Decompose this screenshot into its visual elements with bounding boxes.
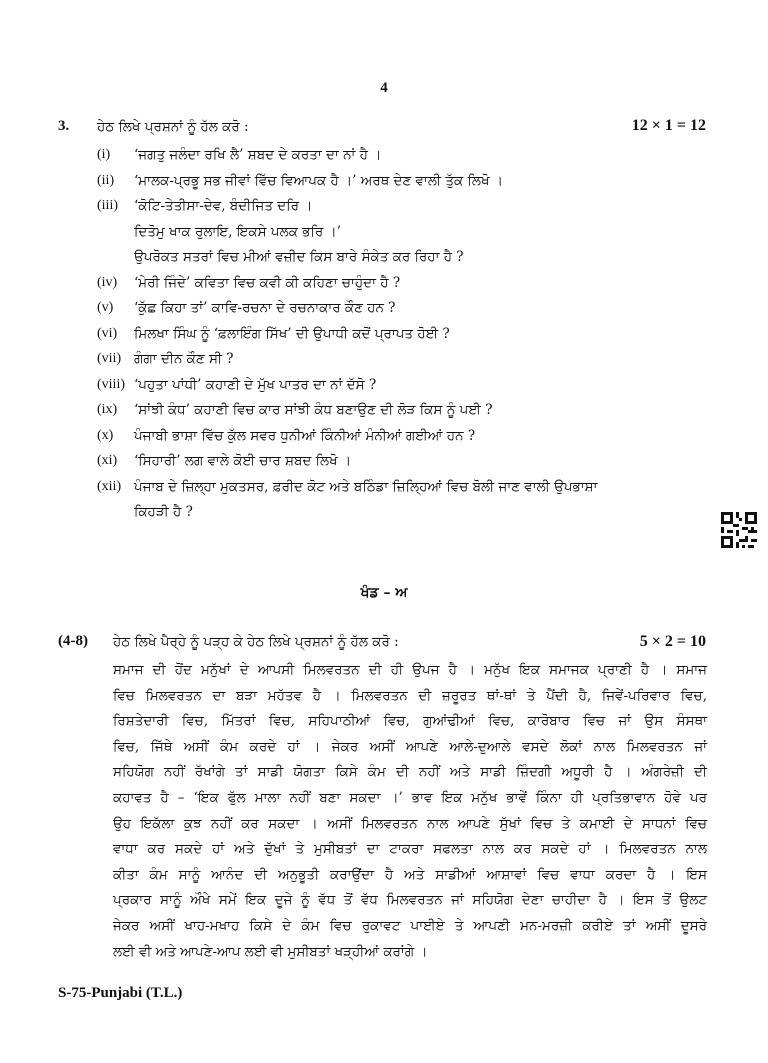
question-item <box>97 478 717 529</box>
item-text: ‘ਪਹੁਤਾ ਪਾਂਧੀ’ ਕਹਾਣੀ ਦੇ ਮੁੱਖ ਪਾਤਰ ਦਾ ਨਾਂ ਦੱਸੋ ? <box>134 376 377 393</box>
item-number: (x) <box>97 427 114 443</box>
passage-line: ਸਹਿਯੋਗ ਨਹੀਂ ਰੱਖਾਂਗੇ ਤਾਂ ਸਾਡੀ ਯੋਗਤਾ ਕਿਸੇ ਕੰਮ ਦੀ ਨਹੀਂ ਅਤੇ ਸਾਡੀ ਜ਼ਿੰਦਗੀ ਅਧੂਰੀ ਹੈ । ਅੰਗਰੇਜ਼ੀ ਦੀ <box>113 764 707 781</box>
item-number: (i) <box>97 147 111 162</box>
item-number: (vii) <box>97 351 122 366</box>
question-item <box>97 197 717 274</box>
item-text: ਉਪਰੋਕਤ ਸਤਰਾਂ ਵਿਚ ਮੀਆਂ ਵਜ਼ੀਦ ਕਿਸ ਬਾਰੇ ਸੰਕੇਤ ਕਰ ਰਿਹਾ ਹੈ ? <box>134 249 464 265</box>
item-number: (xi) <box>97 453 118 468</box>
item-number: (ii) <box>97 172 115 188</box>
item-text: ਪੰਜਾਬ ਦੇ ਜ਼ਿਲ੍ਹਾ ਮੁਕਤਸਰ, ਫ਼ਰੀਦ ਕੋਟ ਅਤੇ ਬਠਿੰਡਾ ਜ਼ਿਲ੍ਹਿਆਂ ਵਿਚ ਬੋਲੀ ਜਾਣ ਵਾਲੀ ਉਪਭਾਸ਼ਾ <box>134 478 598 495</box>
item-text: ਗੰਗਾ ਦੀਨ ਕੌਣ ਸੀ ? <box>134 351 234 367</box>
item-text: ‘ਕੋਟਿ-ਤੇਤੀਸਾ-ਦੇਵ, ਬੰਦੀਜਿਤ ਦਰਿ । <box>134 198 313 214</box>
question-item <box>97 452 717 478</box>
passage-line: ਰਿਸ਼ਤੇਦਾਰੀ ਵਿਚ, ਮਿੱਤਰਾਂ ਵਿਚ, ਸਹਿਪਾਠੀਆਂ ਵਿਚ, ਗੁਆਂਢੀਆਂ ਵਿਚ, ਕਾਰੋਬਾਰ ਵਿਚ ਜਾਂ ਉਸ ਸੰਸਥਾ <box>113 713 707 730</box>
item-text: ‘ਜਗਤੁ ਜਲੰਦਾ ਰਖਿ ਲੈ’ ਸ਼ਬਦ ਦੇ ਕਰਤਾ ਦਾ ਨਾਂ ਹੈ । <box>134 147 382 163</box>
paper-code: S-75-Punjabi (T.L.) <box>58 985 183 1001</box>
question-item <box>97 172 717 198</box>
item-number: (ix) <box>97 402 118 417</box>
question-item <box>97 427 717 453</box>
question-item <box>97 350 717 376</box>
item-text-block <box>97 478 717 522</box>
item-text: ਕਿਹੜੀ ਹੈ ? <box>134 504 193 520</box>
item-text: ਪੰਜਾਬੀ ਭਾਸ਼ਾ ਵਿੱਚ ਕੁੱਲ ਸਵਰ ਧੁਨੀਆਂ ਕਿੰਨੀਆਂ ਮੰਨੀਆਂ ਗਈਆਂ ਹਨ ? <box>134 427 476 444</box>
question-item <box>97 299 717 325</box>
item-text: ‘ਸਿਹਾਰੀ’ ਲਗ ਵਾਲੇ ਕੋਈ ਚਾਰ ਸ਼ਬਦ ਲਿਖੋ । <box>134 453 352 469</box>
item-number: (iv) <box>97 274 118 290</box>
item-text: ਦਿਤੋਮੁ ਖਾਕ ਰੁਲਾਇ, ਇਕਸੇ ਪਲਕ ਭਰਿ ।’ <box>134 223 341 240</box>
passage-line: ਕਹਾਵਤ ਹੈ – ‘ਇਕ ਫੁੱਲ ਮਾਲਾ ਨਹੀਂ ਬਣਾ ਸਕਦਾ ।’ ਭਾਵ ਇਕ ਮਨੁੱਖ ਭਾਵੇਂ ਕਿੰਨਾ ਹੀ ਪ੍ਰਤਿਭਾਵਾਨ ਹੋਵੇ ਪਰ <box>113 789 707 806</box>
passage-line: ਲਈ ਵੀ ਅਤੇ ਆਪਣੇ-ਆਪ ਲਈ ਵੀ ਮੁਸੀਬਤਾਂ ਖੜ੍ਹੀਆਂ ਕਰਾਂਗੇ । <box>113 943 428 960</box>
question-4-8-marks: 5 × 2 = 10 <box>639 633 706 650</box>
question-4-8-instruction: ਹੇਠ ਲਿਖੇ ਪੈਰ੍ਹੇ ਨੂੰ ਪੜ੍ਹ ਕੇ ਹੇਠ ਲਿਖੇ ਪ੍ਰਸ਼ਨਾਂ ਨੂੰ ਹੱਲ ਕਰੋ : <box>113 634 399 650</box>
item-text-block <box>97 197 717 266</box>
item-number: (iii) <box>97 198 118 213</box>
question-item <box>97 401 717 427</box>
question-item <box>97 325 717 351</box>
passage <box>113 658 707 965</box>
passage-line: ਵਿਚ, ਜਿੱਥੇ ਅਸੀਂ ਕੰਮ ਕਰਦੇ ਹਾਂ । ਜੇਕਰ ਅਸੀਂ ਆਪਣੇ ਆਲੇ-ਦੁਆਲੇ ਵਸਦੇ ਲੋਕਾਂ ਨਾਲ ਮਿਲਵਰਤਨ ਜਾਂ <box>113 738 707 755</box>
item-number: (viii) <box>97 376 125 392</box>
passage-line: ਕੀਤਾ ਕੰਮ ਸਾਨੂੰ ਆਨੰਦ ਦੀ ਅਨੁਭੂਤੀ ਕਰਾਉਂਦਾ ਹੈ ਅਤੇ ਸਾਡੀਆਂ ਆਸ਼ਾਵਾਂ ਵਿਚ ਵਾਧਾ ਕਰਦਾ ਹੈ । ਇਸ <box>113 866 707 883</box>
item-number: (vi) <box>97 325 118 341</box>
question-item <box>97 376 717 402</box>
question-4-8-number: (4-8) <box>58 633 88 649</box>
passage-line: ਉਹ ਇਕੱਲਾ ਕੁਝ ਨਹੀਂ ਕਰ ਸਕਦਾ । ਅਸੀਂ ਮਿਲਵਰਤਨ ਨਾਲ ਆਪਣੇ ਸੁੱਖਾਂ ਵਿਚ ਤੇ ਕਮਾਈ ਦੇ ਸਾਧਨਾਂ ਵਿਚ <box>113 815 707 832</box>
section-heading: ਖੰਡ – ਅ <box>360 585 408 601</box>
item-number: (xii) <box>97 478 122 494</box>
passage-line: ਜੇਕਰ ਅਸੀਂ ਖਾਹ-ਮਖਾਹ ਕਿਸੇ ਦੇ ਕੰਮ ਵਿਚ ਰੁਕਾਵਟ ਪਾਈਏ ਤੇ ਆਪਣੀ ਮਨ-ਮਰਜ਼ੀ ਕਰੀਏ ਤਾਂ ਅਸੀਂ ਦੂਸਰੇ <box>113 917 707 934</box>
passage-line: ਸਮਾਜ ਦੀ ਹੋਂਦ ਮਨੁੱਖਾਂ ਦੇ ਆਪਸੀ ਮਿਲਵਰਤਨ ਦੀ ਹੀ ਉਪਜ ਹੈ । ਮਨੁੱਖ ਇਕ ਸਮਾਜਕ ਪ੍ਰਾਣੀ ਹੈ । ਸਮਾਜ <box>113 662 707 678</box>
passage-line: ਵਿਚ ਮਿਲਵਰਤਨ ਦਾ ਬੜਾ ਮਹੱਤਵ ਹੈ । ਮਿਲਵਰਤਨ ਦੀ ਜ਼ਰੂਰਤ ਥਾਂ-ਥਾਂ ਤੇ ਪੈਂਦੀ ਹੈ, ਜਿਵੇਂ-ਪਰਿਵਾਰ ਵਿਚ, <box>113 687 707 704</box>
question-item <box>97 274 717 300</box>
question-3-items <box>97 146 717 529</box>
question-item <box>97 146 717 172</box>
item-text: ‘ਕੁੱਛ ਕਿਹਾ ਤਾਂ’ ਕਾਵਿ-ਰਚਨਾ ਦੇ ਰਚਨਾਕਾਰ ਕੌਣ ਹਨ ? <box>134 300 396 316</box>
item-text: ‘ਮਾਲਕ-ਪ੍ਰਭੂ ਸਭ ਜੀਵਾਂ ਵਿੱਚ ਵਿਆਪਕ ਹੈ ।’ ਅਰਥ ਦੇਣ ਵਾਲੀ ਤੁੱਕ ਲਿਖੋ । <box>134 172 503 189</box>
page-number: 4 <box>380 80 388 96</box>
item-text: ‘ਸਾਂਝੀ ਕੰਧ’ ਕਹਾਣੀ ਵਿਚ ਕਾਰ ਸਾਂਝੀ ਕੰਧ ਬਣਾਉਣ ਦੀ ਲੋੜ ਕਿਸ ਨੂੰ ਪਈ ? <box>134 402 493 418</box>
qr-code-icon <box>721 512 757 548</box>
question-3-marks: 12 × 1 = 12 <box>631 117 706 134</box>
question-3-number: 3. <box>58 118 70 134</box>
passage-line: ਵਾਧਾ ਕਰ ਸਕਦੇ ਹਾਂ ਅਤੇ ਦੁੱਖਾਂ ਤੇ ਮੁਸੀਬਤਾਂ ਦਾ ਟਾਕਰਾ ਸਫਲਤਾ ਨਾਲ ਕਰ ਸਕਦੇ ਹਾਂ । ਮਿਲਵਰਤਨ ਨਾਲ <box>113 841 707 858</box>
item-text: ਮਿਲਖਾ ਸਿੰਘ ਨੂੰ ‘ਫ਼ਲਾਇੰਗ ਸਿੱਖ’ ਦੀ ਉਪਾਧੀ ਕਦੋਂ ਪ੍ਰਾਪਤ ਹੋਈ ? <box>134 325 450 342</box>
question-3-instruction: ਹੇਠ ਲਿਖੇ ਪ੍ਰਸ਼ਨਾਂ ਨੂੰ ਹੱਲ ਕਰੋ : <box>97 119 249 135</box>
item-text: ‘ਮੇਰੀ ਜਿੰਦੇ’ ਕਵਿਤਾ ਵਿਚ ਕਵੀ ਕੀ ਕਹਿਣਾ ਚਾਹੁੰਦਾ ਹੈ ? <box>134 274 401 291</box>
passage-line: ਪ੍ਰਕਾਰ ਸਾਨੂੰ ਔਖੇ ਸਮੇਂ ਇਕ ਦੂਜੇ ਨੂੰ ਵੱਧ ਤੋਂ ਵੱਧ ਮਿਲਵਰਤਨ ਜਾਂ ਸਹਿਯੋਗ ਦੇਣਾ ਚਾਹੀਦਾ ਹੈ । ਇਸ ਤੋਂ ਉਲਟ <box>113 892 707 909</box>
item-number: (v) <box>97 300 114 315</box>
